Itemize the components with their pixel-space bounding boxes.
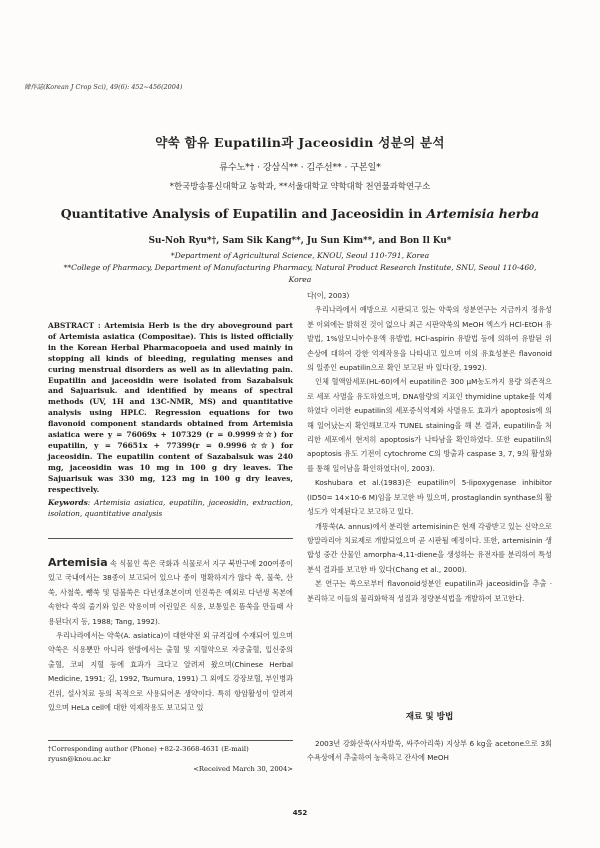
abstract-label: ABSTRACT : xyxy=(48,321,101,330)
intro-paragraph-1-text: 속 식물인 쑥은 국화과 식물로서 지구 북반구에 200여종이 있고 국내에서는 38종이 보고되어 있으나 종이 명확하지가 않다 쑥, 물쑥, 산쑥, 사철쑥, 뺑쑥 및 덤불쑥은 다년생초본이며 인진쑥은 예외로 다년생 목본에 속한다 쑥의 줄기와 잎은 약용이며 어린잎은 식용, 보통잎은 뜸쑥을 만들때 사용된다(지 등, 1988; Tang, 1992). xyxy=(48,559,293,626)
intro-paragraph-1 xyxy=(48,556,293,629)
journal-citation: 韓作誌(Korean J Crop Sci), 49(6): 452~456(2004) xyxy=(24,83,183,91)
english-title-species: Artemisia herba xyxy=(426,206,540,221)
english-title-main: Quantitative Analysis of Eupatilin and Jaceosidin in xyxy=(60,206,427,221)
intro-dropword: Artemisia xyxy=(48,556,108,569)
right-paragraph-1: 우리나라에서 예방으로 시판되고 있는 약쑥의 성분연구는 지금까지 정유성분 이외에는 밝혀진 것이 없으나 최근 시판약쑥의 MeOH 엑스가 HCl-EtOH 유발법, 1%암모니아수용액 유발법, HCl-aspirin 유발법 등에 의하여 유발된 위 손상에 대하여 강한 억제작용을 나타내고 있으며 이의 유효성분은 flavonoid의 일종인 eupatilin으로 확인 보고된 바 있다(장, 1992). xyxy=(307,305,552,373)
page-number: 452 xyxy=(292,809,308,817)
right-paragraph-0: 다(이, 2003) xyxy=(307,291,350,300)
abstract-text: Artemisia Herb is the dry aboveground part of Artemisia asiatica (Compositae). This is listed officially in the Korean Herbal Pharmacopoeia and used mainly in stopping all kinds of bleeding, regulating menses and curing menstrual disorders as well as in alleviating pain. Eupatilin and jaceosidin were isolated from Sazabalsuk and Sajuarisuk. and identified by means of spectral methods (UV, 1H and 13C-NMR, MS) and quantitative analysis using HPLC. Regression equations for two flavonoid component standards obtained from Artemisia asiatica were y = 76069x + 107329 (r = 0.9999☆☆) for eupatilin, y = 76651x + 77399(r = 0.9996☆☆) for jaceosidin. The eupatilin content of Sazabalsuk was 240 mg, jaceosidin was 10 mg in 100 g dry leaves. The Sajuarisuk was 330 mg, 123 mg in 100 g dry leaves, respectively. xyxy=(48,321,293,494)
affiliation-snu: **College of Pharmacy, Department of Manufacturing Pharmacy, Natural Product Research Institute, SNU, Seoul 110-460, Korea xyxy=(63,263,537,284)
corresponding-author: †Corresponding author (Phone) +82-2-3668-4631 (E-mail) ryusn@knou.ac.kr xyxy=(48,745,249,763)
right-column-body xyxy=(307,289,552,606)
methods-body xyxy=(307,737,552,766)
methods-heading: 재료 및 방법 xyxy=(405,712,454,722)
korean-authors: 류수노*† · 강삼식** · 김주선** · 구본일* xyxy=(219,163,381,173)
footnote-rule xyxy=(48,740,293,741)
methods-paragraph: 2003년 강화산쑥(사자발쑥, 싸주아리쑥) 지상부 6 kg을 acetone으로 3회 수욕상에서 추출하여 농축하고 잔사에 MeOH xyxy=(307,739,552,763)
intro-paragraph-2: 우리나라에서는 약쑥(A. asiatica)이 대한약전 외 규격집에 수재되어 있으며 약쑥은 식용뿐만 아니라 한방에서는 출혈 및 지혈약으로 자궁출혈, 입신중의 출혈, 코피 지혈 등에 효과가 크다고 알려져 왔으며(Chinese Herbal Medicine, 1991; 김, 1992, Tsumura, 1991) 그 외에도 강장보혈, 부인병과 건위, 설사치료 등의 목적으로 사용되어온 생약이다. 특히 항암활성이 알려져 있으며 HeLa cell에 대한 억제작용도 보고되고 있 xyxy=(48,631,293,713)
abstract-divider xyxy=(48,538,293,539)
received-date: <Received March 30, 2004> xyxy=(193,765,293,773)
right-paragraph-5: 본 연구는 쑥으로부터 flavonoid성분인 eupatilin과 jaceosidin을 추출 · 분리하고 이들의 물리화학적 성질과 정량분석법을 개발하여 보고한다. xyxy=(307,579,552,603)
english-title xyxy=(0,206,600,221)
right-paragraph-4: 개똥쑥(A. annus)에서 분리한 artemisinin은 현재 각광받고 있는 신약으로 항말라리아 치료제로 개발되었으며 곧 시판될 예정이다. 또한, artemisinin 생합성 중간 산물인 amorpha-4,11-diene을 생성하는 유전자를 분리하여 특성분석 결과를 보고한 바 있다(Chang et al., 2000). xyxy=(307,521,552,574)
footnote xyxy=(48,744,293,774)
english-authors: Su-Noh Ryu*†, Sam Sik Kang**, Ju Sun Kim**, and Bon Il Ku* xyxy=(148,236,452,246)
keywords-text: : Artemisia asiatica, eupatilin, jaceosidin, extraction, isolation, quantitative analysis xyxy=(48,498,293,518)
abstract xyxy=(48,321,293,496)
right-paragraph-3: Koshubara et al.(1983)은 eupatilin이 5-lipoxygenase inhibitor (ID50= 14×10-6 M)임을 보고한 바 있으며, prostaglandin synthase의 활성도가 억제된다고 보고하고 있다. xyxy=(307,478,552,517)
affiliation-knou: *Department of Agricultural Science, KNOU, Seoul 110-791, Korea xyxy=(170,251,430,260)
left-column-body xyxy=(48,556,293,715)
korean-affiliations: *한국방송통신대학교 농학과, **서울대학교 약학대학 천연물과학연구소 xyxy=(169,181,431,191)
korean-title: 약쑥 함유 Eupatilin과 Jaceosidin 성분의 분석 xyxy=(155,135,445,150)
english-affiliations xyxy=(60,250,540,286)
keywords-label: Keywords xyxy=(48,498,88,507)
keywords xyxy=(48,497,293,519)
right-paragraph-2: 인체 혈액암세포(HL-60)에서 eupatilin은 300 μM농도까지 용량 의존적으로 세포 사멸을 유도하였으며, DNA함량의 지표인 thymidine uptake를 억제하였다 이러한 eupatilin의 세포증식억제와 사멸유도 효과가 apoptosis에 의해 일어났는지 확인해보고자 TUNEL staining을 해 본 결과, eupatilin을 처리한 세포에서 현저히 apoptosis가 나타남을 확인하였다. 또한 eupatilin의 apoptosis 유도 기전이 cytochrome C의 방출과 caspase 3, 7, 9의 활성화를 통해 일어남을 확인하였다(이, 2003). xyxy=(307,377,552,473)
